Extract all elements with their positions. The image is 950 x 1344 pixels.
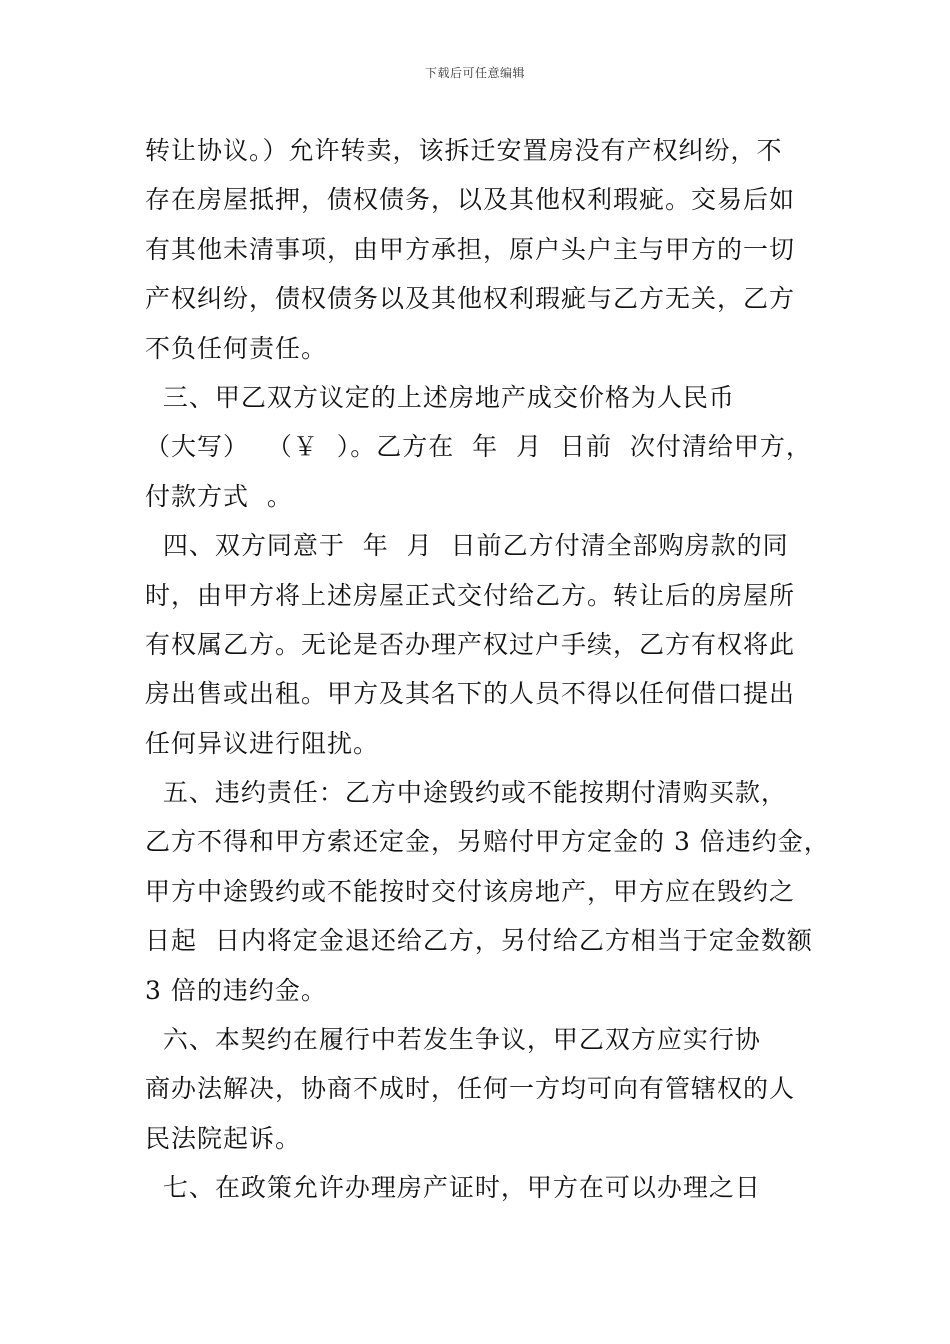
text-line: 有权属乙方。无论是否办理产权过户手续，乙方有权将此 [145,629,796,659]
text-line: 有其他未清事项，由甲方承担，原户头户主与甲方的一切 [145,234,796,264]
text-line: 五、违约责任：乙方中途毁约或不能按期付清购买款， [145,778,787,808]
text-line: 产权纠纷，债权债务以及其他权利瑕疵与乙方无关，乙方 [145,284,796,314]
text-line: 商办法解决，协商不成时，任何一方均可向有管辖权的人 [145,1074,796,1104]
text-line: 乙方不得和甲方索还定金，另赔付甲方定金的 3 倍违约金， [145,827,830,857]
header-note: 下载后可任意编辑 [424,66,525,80]
text-line: 日起 日内将定金退还给乙方，另付给乙方相当于定金数额 [145,926,813,956]
text-line: 七、在政策允许办理房产证时，甲方在可以办理之日 [145,1173,761,1203]
text-line: （大写） （￥ ）。乙方在 年 月 日前 次付清给甲方， [145,432,812,462]
text-line: 民法院起诉。 [145,1123,302,1153]
text-line: 四、双方同意于 年 月 日前乙方付清全部购房款的同 [145,531,789,561]
text-line: 六、本契约在履行中若发生争议，甲乙双方应实行协 [145,1025,761,1055]
text-line: 存在房屋抵押，债权债务，以及其他权利瑕疵。交易后如 [145,185,796,215]
text-line: 时，由甲方将上述房屋正式交付给乙方。转让后的房屋所 [145,580,796,610]
text-line: 不负任何责任。 [145,333,328,363]
text-line: 房出售或出租。甲方及其名下的人员不得以任何借口提出 [145,679,796,709]
text-line: 转让协议。）允许转卖，该拆迁安置房没有产权纠纷，不 [145,136,783,165]
text-line: 任何异议进行阻扰。 [145,728,380,758]
text-line: 3 倍的违约金。 [145,975,327,1005]
contract-body [145,126,835,1213]
text-line: 甲方中途毁约或不能按时交付该房地产，甲方应在毁约之 [145,876,796,906]
text-line: 付款方式 。 [145,481,293,511]
text-line: 三、甲乙双方议定的上述房地产成交价格为人民币 [145,382,735,412]
